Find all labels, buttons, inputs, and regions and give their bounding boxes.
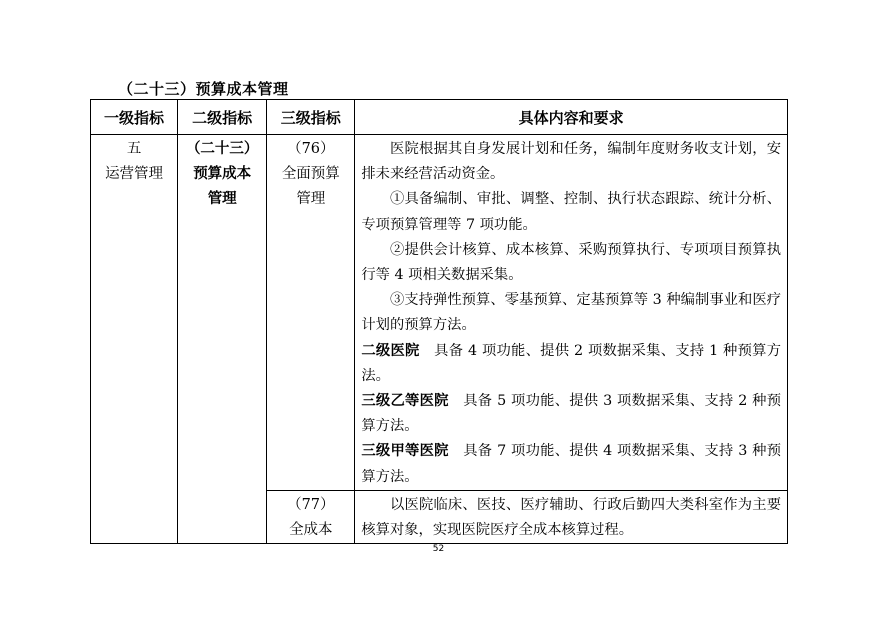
level1-cell <box>91 135 178 544</box>
content-cell-77 <box>355 490 788 543</box>
requirement-secondary-hospital <box>361 339 781 389</box>
level2-line3: 管理 <box>207 191 237 208</box>
requirement-label: 三级甲等医院 <box>361 443 449 460</box>
content-77-para1: 以医院临床、医技、医疗辅助、行政后勤四大类科室作为主要核算对象，实现医院医疗全成本核算过程。 <box>361 496 781 539</box>
level2-cell <box>178 135 267 544</box>
content-76-para3: ②提供会计核算、成本核算、采购预算执行、专项项目预算执行等 4 项相关数据采集。 <box>361 241 781 284</box>
content-76-para1: 医院根据其自身发展计划和任务，编制年度财务收支计划，安排未来经营活动资金。 <box>361 141 781 183</box>
requirement-label: 三级乙等医院 <box>361 393 449 410</box>
level2-line2: 预算成本 <box>193 166 252 183</box>
level3-77-number: （77） <box>287 496 335 513</box>
level3-76-number: （76） <box>287 141 335 157</box>
level3-77-line1: 全成本 <box>289 522 333 539</box>
requirement-text: 具备 4 项功能、提供 2 项数据采集、支持 1 种预算方法。 <box>361 342 782 384</box>
content-cell-76 <box>355 135 788 491</box>
level1-number: 五 <box>126 141 142 157</box>
level2-line1: （二十三） <box>185 141 259 157</box>
level3-76-line1: 全面预算 <box>281 166 340 183</box>
content-76-para2: ①具备编制、审批、调整、控制、执行状态跟踪、统计分析、专项预算管理等 7 项功能。 <box>361 191 781 233</box>
level3-76-line2: 管理 <box>296 191 326 208</box>
requirement-label: 二级医院 <box>361 342 420 359</box>
header-level3: 三级指标 <box>267 100 355 135</box>
requirement-text: 具备 7 项功能、提供 4 项数据采集、支持 3 种预算方法。 <box>361 443 781 485</box>
header-level2: 二级指标 <box>178 100 267 135</box>
level3-cell-76 <box>267 135 355 491</box>
indicator-table <box>90 99 788 544</box>
content-76-para4: ③支持弹性预算、零基预算、定基预算等 3 种编制事业和医疗计划的预算方法。 <box>361 292 781 334</box>
requirement-tertiary-b-hospital <box>361 389 781 439</box>
level3-cell-77 <box>267 490 355 543</box>
header-level1: 一级指标 <box>91 100 178 135</box>
table-row <box>91 135 788 491</box>
requirement-tertiary-a-hospital <box>361 439 781 489</box>
table-header-row <box>91 100 788 135</box>
requirement-text: 具备 5 项功能、提供 3 项数据采集、支持 2 种预算方法。 <box>361 393 781 435</box>
page-number: 52 <box>432 544 445 554</box>
section-title: （二十三）预算成本管理 <box>118 80 289 98</box>
header-content: 具体内容和要求 <box>355 100 788 135</box>
level1-name: 运营管理 <box>105 166 164 183</box>
